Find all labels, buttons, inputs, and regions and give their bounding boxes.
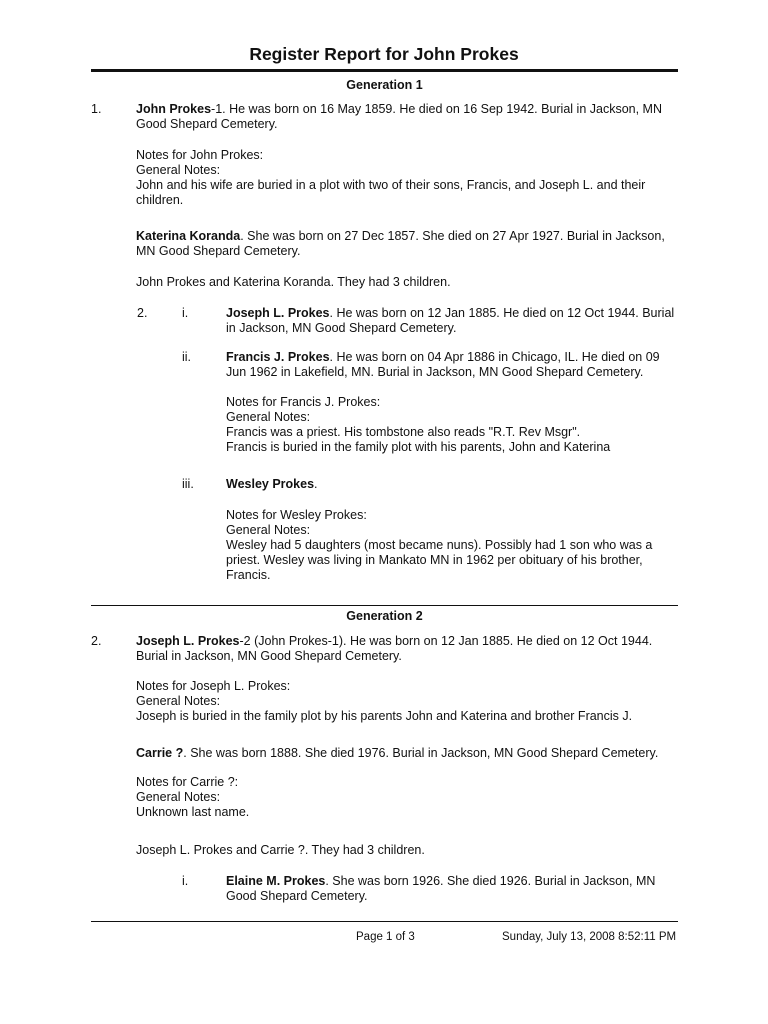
person-details: -1. He was born on 16 May 1859. He died on 16 Sep 1942. Burial in Jackson, MN Good Shepard Cemetery. [136, 102, 662, 131]
child-roman-numeral: i. [182, 306, 189, 320]
child-entry-number: 2. [137, 306, 148, 320]
person-details: -2 (John Prokes-1). He was born on 12 Jan 1885. He died on 12 Oct 1944. Burial in Jackson, MN Good Shepard Cemetery. [136, 634, 653, 663]
child-details: . He was born on 04 Apr 1886 in Chicago, IL. He died on 09 Jun 1962 in Lakefield, MN. Burial in Jackson, MN Good Shepard Cemetery. [226, 350, 660, 379]
notes-block-john [136, 148, 676, 208]
notes-text: Joseph is buried in the family plot by his parents John and Katerina and brother Francis J. [136, 709, 633, 723]
notes-block-wesley [226, 508, 666, 583]
report-title: Register Report for John Prokes [249, 44, 519, 64]
footer-divider [91, 921, 678, 922]
child-roman-numeral: i. [182, 874, 189, 888]
child-roman-numeral: iii. [182, 477, 194, 491]
notes-heading: Notes for Carrie ?: [136, 775, 239, 789]
child-name: Wesley Prokes [226, 477, 315, 491]
notes-block-francis [226, 395, 678, 455]
child-entry-wesley [226, 477, 678, 492]
notes-block-joseph [136, 679, 676, 724]
child-name: Joseph L. Prokes [226, 306, 330, 320]
person-name: John Prokes [136, 102, 212, 116]
title-divider [91, 69, 678, 72]
person-entry-joseph [136, 634, 676, 664]
notes-heading: Notes for Francis J. Prokes: [226, 395, 381, 409]
spouse-name: Katerina Koranda [136, 229, 241, 243]
child-details: . [314, 477, 318, 491]
spouse-entry-carrie [136, 746, 676, 761]
child-entry-elaine [226, 874, 678, 904]
spouse-details: . She was born on 27 Dec 1857. She died on 27 Apr 1927. Burial in Jackson, MN Good Shepard Cemetery. [136, 229, 665, 258]
notes-heading: Notes for Wesley Prokes: [226, 508, 367, 522]
notes-general-label: General Notes: [136, 790, 221, 804]
report-timestamp: Sunday, July 13, 2008 8:52:11 PM [502, 931, 677, 943]
child-name: Francis J. Prokes [226, 350, 330, 364]
notes-general-label: General Notes: [136, 163, 221, 177]
notes-text: Francis is buried in the family plot with his parents, John and Katerina [226, 440, 611, 454]
notes-general-label: General Notes: [226, 410, 311, 424]
person-name: Joseph L. Prokes [136, 634, 240, 648]
notes-text: Wesley had 5 daughters (most became nuns). Possibly had 1 son who was a priest. Wesley was living in Mankato MN in 1962 per obituary of his brother, Francis. [226, 538, 653, 582]
entry-number: 2. [91, 634, 102, 648]
notes-text: Francis was a priest. His tombstone also reads "R.T. Rev Msgr". [226, 425, 581, 439]
spouse-entry-katerina [136, 229, 676, 259]
marriage-statement: Joseph L. Prokes and Carrie ?. They had 3 children. [136, 843, 425, 857]
notes-general-label: General Notes: [136, 694, 221, 708]
page-number: Page 1 of 3 [356, 931, 415, 943]
notes-text: John and his wife are buried in a plot with two of their sons, Francis, and Joseph L. and their children. [136, 178, 646, 207]
child-name: Elaine M. Prokes [226, 874, 326, 888]
notes-text: Unknown last name. [136, 805, 250, 819]
person-entry-john [136, 102, 676, 132]
child-details: . She was born 1926. She died 1926. Burial in Jackson, MN Good Shepard Cemetery. [226, 874, 656, 903]
notes-general-label: General Notes: [226, 523, 311, 537]
generation-2-heading: Generation 2 [346, 609, 423, 623]
child-roman-numeral: ii. [182, 350, 192, 364]
notes-heading: Notes for Joseph L. Prokes: [136, 679, 291, 693]
child-details: . He was born on 12 Jan 1885. He died on 12 Oct 1944. Burial in Jackson, MN Good Shepard Cemetery. [226, 306, 675, 335]
marriage-statement: John Prokes and Katerina Koranda. They had 3 children. [136, 275, 451, 289]
child-entry-francis [226, 350, 678, 380]
generation-divider [91, 605, 678, 606]
notes-block-carrie [136, 775, 676, 820]
notes-heading: Notes for John Prokes: [136, 148, 264, 162]
spouse-details: . She was born 1888. She died 1976. Burial in Jackson, MN Good Shepard Cemetery. [183, 746, 659, 760]
entry-number: 1. [91, 102, 102, 116]
generation-1-heading: Generation 1 [346, 78, 423, 92]
child-entry-joseph [226, 306, 678, 336]
spouse-name: Carrie ? [136, 746, 184, 760]
